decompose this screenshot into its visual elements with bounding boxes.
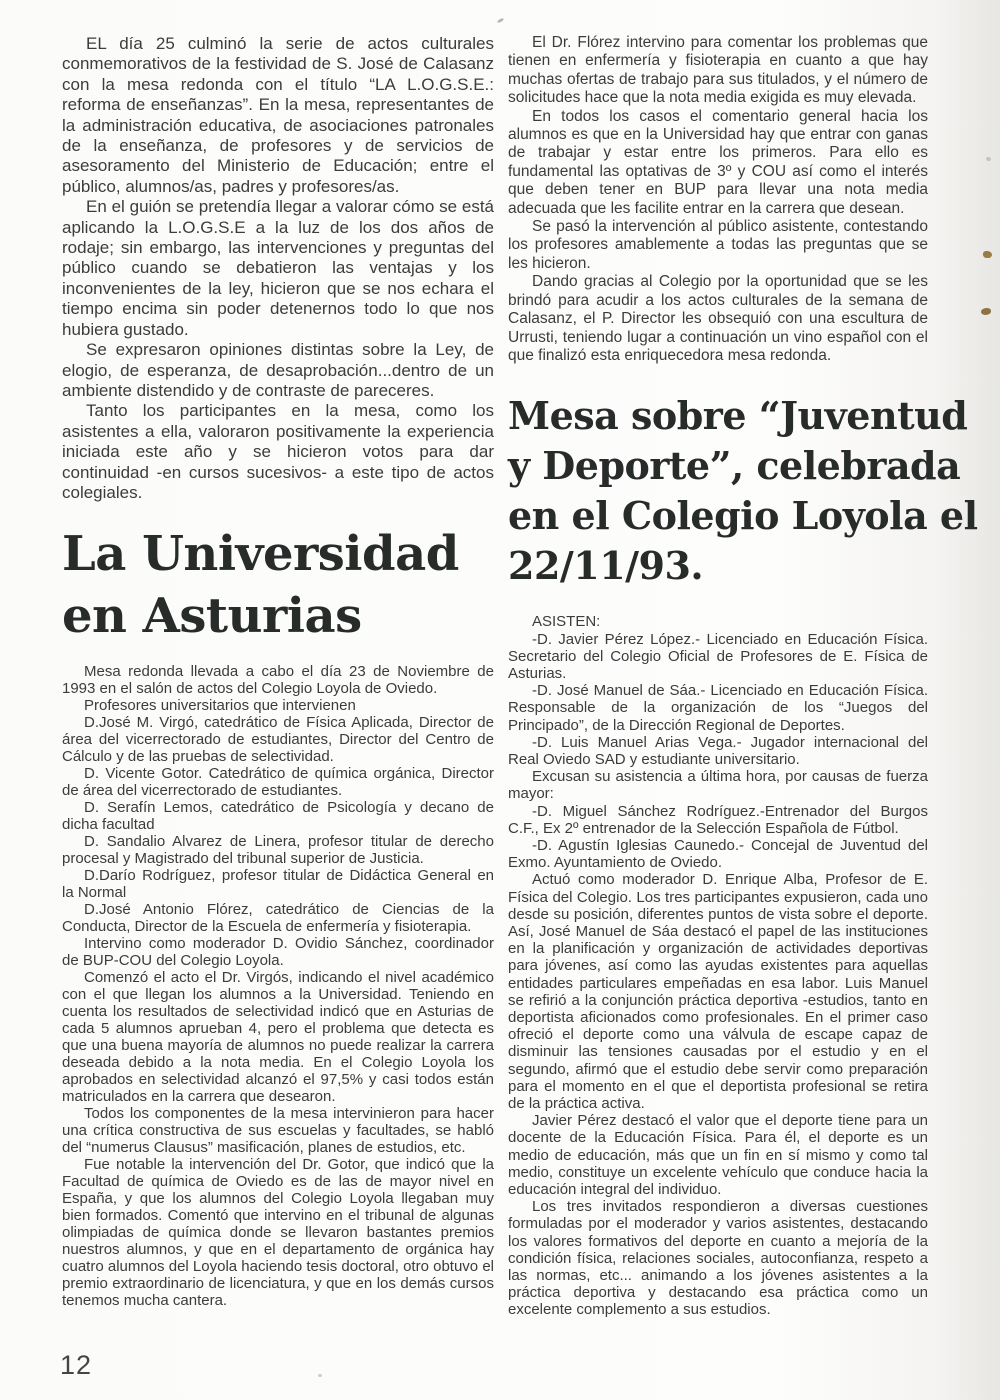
paragraph: Actuó como moderador D. Enrique Alba, Profesor de E. Física del Colegio. Los tres participantes expusieron, cada uno desde su posición, diferentes puntos de vista sobre el deporte. Así, José Manuel de Sáa destacó el papel de las instituciones en la planificación y organización de actividades deportivas para jóvenes, así como las ayudas existentes para aquellas entidades particulares empeñadas en esa labor. Luis Manuel se refirió a la conjunción práctica deportiva -estudios, tanto en deportista aficionados como profesionales. En el primer caso ofreció el deporte como una válvula de escape capaz de disminuir las tensiones causadas por el estudio y en el segundo, afirmó que el estudio debe servir como preparación para el momento en el que el deportista profesional se retira de la práctica activa. (508, 871, 928, 1112)
page-number: 12 (60, 1350, 93, 1380)
paragraph: Fue notable la intervención del Dr. Gotor, que indicó que la Facultad de química de Oviedo es de las de mayor nivel en España, y que los alumnos del Colegio Loyola llegaban muy bien formados. Comentó que intervino en el tribunal de algunas olimpiadas de química donde se llevaron bastantes premios nuestros alumnos, y que en el departamento de orgánica hay cuatro alumnos del Loyola haciendo tesis doctoral, otro obtuvo el premio extraordinario de licenciatura, y que en los demás cursos tenemos mucha cantera. (62, 1156, 494, 1310)
paragraph: Dando gracias al Colegio por la oportunidad que se les brindó para acudir a los actos culturales de la semana de Calasanz, el P. Director les obsequió con una escultura de Urrusti, teniendo lugar a continuación un vino español con el que finalizó esta enriquecedora mesa redonda. (508, 273, 928, 364)
scan-speck (497, 17, 505, 23)
paragraph: D.José Antonio Flórez, catedrático de Ciencias de la Conducta, Director de la Escuela de enfermería y fisioterapia. (62, 901, 494, 936)
paragraph: -D. Javier Pérez López.- Licenciado en Educación Física. Secretario del Colegio Oficial de Profesores de E. Física de Asturias. (508, 630, 928, 682)
paragraph: EL día 25 culminó la serie de actos culturales conmemorativos de la festividad de S. José de Calasanz con la mesa redonda con el título “LA L.O.G.S.E.: reforma de enseñanzas”. En la mesa, representantes de la administración educativa, de asociaciones patronales de la enseñanza, de profesores y de servicios de asesoramento del Ministerio de Educación; entre el público, alumnos/as, padres y profesores/as. (62, 34, 494, 196)
paragraph: ASISTEN: (532, 613, 601, 631)
paragraph: Los tres invitados respondieron a diversas cuestiones formuladas por el moderador y varios asistentes, destacando los valores formativos del deporte en cuanto a mejoría de la condición física, relaciones sociales, autoconfianza, respeto a las normas, etc... animando a los jóvenes asistentes a la práctica deportiva y destacando esa práctica como un excelente complemento a sus estudios. (508, 1198, 928, 1319)
right-article-body (508, 613, 928, 1318)
paragraph: En el guión se pretendía llegar a valorar cómo se está aplicando la L.O.G.S.E a la luz de los dos años de rodaje; sin embargo, las intervenciones y preguntas del público cuando se debatieron las ventajas y los inconvenientes de la ley, hicieron que se nos echara el tiempo encima sin poder detenernos todo lo que nos hubiera gustado. (62, 197, 494, 339)
right-column (508, 34, 978, 1319)
paragraph: -D. José Manuel de Sáa.- Licenciado en Educación Física. Responsable de la organización de los “Juegos del Principado”, de la Dirección Regional de Deportes. (508, 682, 928, 734)
paragraph: D.Darío Rodríguez, profesor titular de Didáctica General en la Normal (62, 867, 494, 902)
left-intro-text (62, 34, 494, 503)
paragraph: -D. Luis Manuel Arias Vega.- Jugador internacional del Real Oviedo SAD y estudiante universitario. (508, 733, 928, 768)
left-column (62, 34, 494, 1309)
paragraph: Mesa redonda llevada a cabo el día 23 de Noviembre de 1993 en el salón de actos del Colegio Loyola de Oviedo. (62, 663, 494, 698)
paragraph: Se pasó la intervención al público asistente, contestando los profesores amablemente a todas las preguntas que se les hicieron. (508, 218, 928, 272)
paragraph: Excusan su asistencia a última hora, por causas de fuerza mayor: (508, 768, 928, 803)
paragraph: Se expresaron opiniones distintas sobre la Ley, de elogio, de esperanza, de desaprobación...dentro de un ambiente distendido y de contraste de pareceres. (62, 340, 494, 400)
scan-speck (318, 1374, 322, 1377)
scan-speck (985, 156, 991, 161)
paragraph: D. Vicente Gotor. Catedrático de química orgánica, Director de área del vicerrectorado de estudiantes. (62, 765, 494, 800)
right-top-text (508, 34, 928, 365)
scan-speck (981, 308, 991, 315)
paragraph: En todos los casos el comentario general hacia los alumnos es que en la Universidad hay que entrar con ganas de trabajar y estar entre los primeros. Para ello es fundamental las optativas de 3º y COU así como el interés que deben tener en BUP para llevar una nota media adecuada que les facilite entrar en la carrera que desean. (508, 107, 928, 217)
paragraph: Tanto los participantes en la mesa, como los asistentes a ella, valoraron positivamente la experiencia iniciada este año y se hicieron votos para dar continuidad -en cursos sucesivos- a este tipo de actos colegiales. (62, 401, 494, 502)
paragraph: Comenzó el acto el Dr. Virgós, indicando el nivel académico con el que llegan los alumnos a la Universidad. Teniendo en cuenta los resultados de selectividad indicó que en Asturias de cada 5 alumnos aprueban 4, pero el problema que detecta es que una buena mayoría de alumnos no puede realizar la carrera deseada debido a la nota media. En el Colegio Loyola los aprobados en selectividad alcanzó el 97,5% y casi todos están matriculados en la carrera que desearon. (62, 969, 494, 1106)
headline-line: 22/11/93. (508, 543, 704, 589)
paragraph: Profesores universitarios que intervienen (84, 697, 356, 715)
headline-line: y Deporte”, celebrada (508, 443, 961, 489)
headline-line: Mesa sobre “Juventud (508, 393, 968, 439)
headline-line: en el Colegio Loyola el (508, 493, 978, 539)
paragraph: -D. Miguel Sánchez Rodríguez.-Entrenador del Burgos C.F., Ex 2º entrenador de la Selección Española de Fútbol. (508, 802, 928, 837)
paragraph: Todos los componentes de la mesa intervinieron para hacer una crítica constructiva de sus escuelas y facultades, se habló del “numerus Clausus” masificación, planes de estudios, etc. (62, 1105, 494, 1157)
paragraph: Intervino como moderador D. Ovidio Sánchez, coordinador de BUP-COU del Colegio Loyola. (62, 935, 494, 970)
headline-line: La Universidad (62, 526, 459, 583)
paragraph: D.José M. Virgó, catedrático de Física Aplicada, Director de área del vicerrectorado de estudiantes, Director del Centro de Cálculo y de las pruebas de selectividad. (62, 714, 494, 766)
article-headline-left (62, 523, 494, 647)
scan-speck (983, 251, 992, 258)
paragraph: D. Serafín Lemos, catedrático de Psicología y decano de dicha facultad (62, 799, 494, 834)
headline-line: en Asturias (62, 588, 362, 645)
paragraph: -D. Agustín Iglesias Caunedo.- Concejal de Juventud del Exmo. Ayuntamiento de Oviedo. (508, 836, 928, 872)
article-headline-right (508, 391, 978, 591)
paragraph: D. Sandalio Alvarez de Linera, profesor titular de derecho procesal y Magistrado del tribunal superior de Justicia. (62, 833, 494, 868)
paragraph: El Dr. Flórez intervino para comentar los problemas que tienen en enfermería y fisioterapia en cuanto a que hay muchas ofertas de trabajo para sus titulados, y el número de solicitudes hace que la nota media exigida es muy elevada. (508, 34, 928, 107)
paragraph: Javier Pérez destacó el valor que el deporte tiene para un docente de la Educación Física. Para él, el deporte es un medio de educación, más que un fin en sí mismo y como tal medio, constituye un excelente vehículo que conduce hacia la educación integral del individuo. (508, 1112, 928, 1199)
left-article-body (62, 663, 494, 1309)
